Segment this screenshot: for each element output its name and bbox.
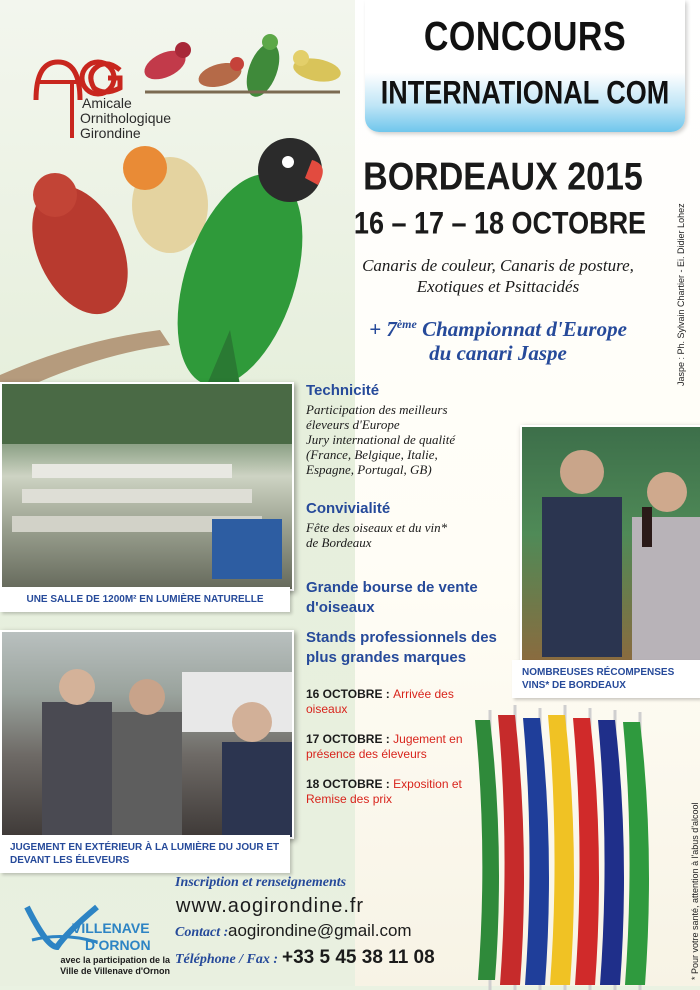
hall-caption: UNE SALLE DE 1200M² EN LUMIÈRE NATURELLE xyxy=(0,587,290,612)
logo-line-1: Amicale xyxy=(82,95,132,111)
phone-number[interactable]: +33 5 45 38 11 08 xyxy=(282,947,435,968)
champ-prefix: + 7 xyxy=(369,317,397,341)
contact-label: Contact : xyxy=(175,925,229,940)
technicity-title: Technicité xyxy=(306,382,380,399)
schedule-item xyxy=(306,777,496,807)
species-line-1: Canaris de couleur, Canaris de posture, xyxy=(362,256,634,275)
stands-heading: Stands professionnels des plus grandes marques xyxy=(306,629,497,666)
conviviality-body: Fête des oiseaux et du vin* de Bordeaux xyxy=(306,520,448,550)
judging-caption: JUGEMENT EN EXTÉRIEUR À LA LUMIÈRE DU JOUR ET DEVANT LES ÉLEVEURS xyxy=(0,835,290,873)
technicity-body: Participation des meilleurs éleveurs d'Europe Jury international de qualité (France, Belgique, Italie, Espagne, Portugal, GB) xyxy=(306,402,456,477)
judging-photo xyxy=(0,630,294,839)
event-city-year: BORDEAUX 2015 xyxy=(363,155,643,199)
inscription-label: Inscription et renseignements xyxy=(175,875,347,890)
page-subtitle: INTERNATIONAL COM xyxy=(380,74,670,111)
event-dates: 16 – 17 – 18 OCTOBRE xyxy=(353,205,647,241)
villenave-name-2: D'ORNON xyxy=(85,937,151,953)
logo-line-3: Girondine xyxy=(80,125,141,141)
champ-sup: ème xyxy=(396,317,417,331)
species-list xyxy=(318,255,678,297)
bourse-heading: Grande bourse de vente d'oiseaux xyxy=(306,579,478,616)
schedule-event: Exposition et Remise des prix xyxy=(306,777,462,806)
schedule-item xyxy=(306,732,496,762)
website-link[interactable]: www.aogirondine.fr xyxy=(176,895,365,917)
schedule-day: 17 OCTOBRE : xyxy=(306,732,390,746)
schedule-event: Jugement en présence des éleveurs xyxy=(306,732,463,761)
champ-line-1: Championnat d'Europe xyxy=(416,317,627,341)
photo-credit: Jaspe : Ph. Sylvain Chartier - Ei. Didier Lohez xyxy=(676,203,686,386)
phone-label: Téléphone / Fax : xyxy=(175,952,279,967)
flags-illustration xyxy=(470,700,670,990)
hall-photo xyxy=(0,382,294,591)
schedule-day: 16 OCTOBRE : xyxy=(306,687,390,701)
alcohol-notice: * Pour votre santé, attention à l'abus d'alcool xyxy=(690,802,700,980)
awards-photo xyxy=(520,425,700,667)
villenave-name-1: VILLENAVE xyxy=(72,920,150,936)
awards-caption: NOMBREUSES RÉCOMPENSES VINS* DE BORDEAUX xyxy=(512,660,700,698)
championship-heading xyxy=(318,312,678,365)
contact-email-link[interactable]: aogirondine@gmail.com xyxy=(228,921,412,940)
schedule-item xyxy=(306,687,496,717)
schedule-day: 18 OCTOBRE : xyxy=(306,777,390,791)
partner-note: avec la participation de la Ville de Villenave d'Ornon xyxy=(60,955,170,976)
small-birds-illustration xyxy=(125,20,355,110)
page-title: CONCOURS xyxy=(423,14,627,60)
species-line-2: Exotiques et Psittacidés xyxy=(416,277,580,296)
conviviality-title: Convivialité xyxy=(306,500,391,517)
schedule-event: Arrivée des oiseaux xyxy=(306,687,454,716)
champ-line-2: du canari Jaspe xyxy=(429,341,567,365)
logo-line-2: Ornithologique xyxy=(80,110,172,126)
